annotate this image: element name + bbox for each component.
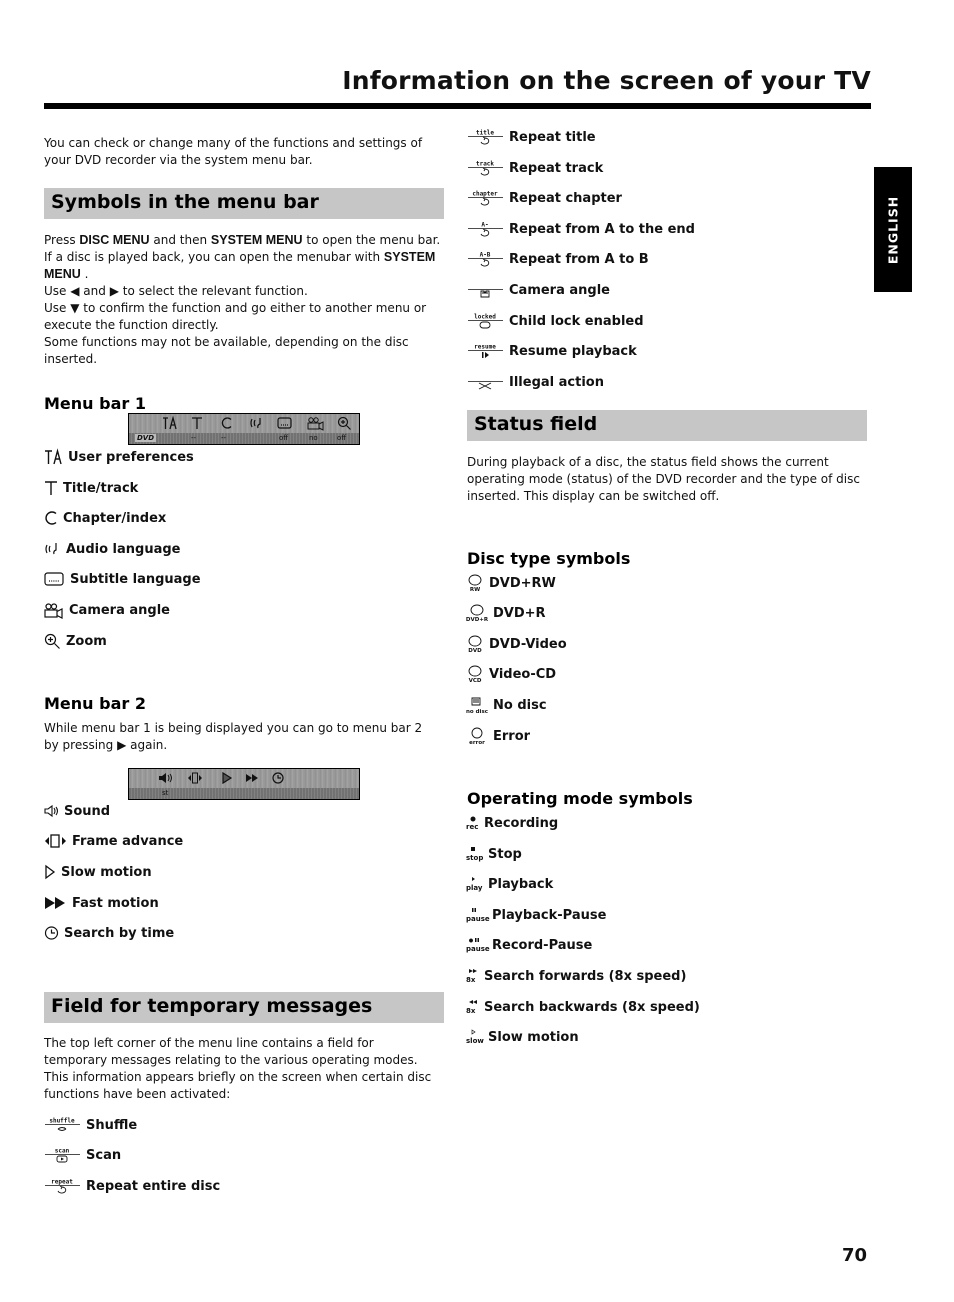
icon-subtext: pause <box>466 915 490 923</box>
status-field-heading: Status field <box>474 413 598 435</box>
icon-tag: shuffle <box>49 1117 75 1125</box>
list-item <box>466 1028 579 1046</box>
icon-glyph <box>480 322 490 328</box>
item-label: Zoom <box>66 633 107 649</box>
icon-glyph <box>469 938 479 943</box>
list-item <box>44 509 166 527</box>
icon-subtext: slow <box>466 1037 484 1045</box>
list-item <box>467 220 695 238</box>
icon-glyph <box>472 1030 475 1034</box>
icon-glyph <box>469 1000 477 1004</box>
list-item <box>44 863 152 881</box>
list-item <box>44 540 180 558</box>
icon-subtext: 8x <box>466 976 476 984</box>
list-item <box>467 373 604 391</box>
menu-bar-2-heading: Menu bar 2 <box>44 694 146 713</box>
item-label: DVD+RW <box>489 575 556 591</box>
repeat-track-icon <box>467 160 504 176</box>
item-label: Slow motion <box>61 864 152 880</box>
icon-subtext: error <box>469 740 485 746</box>
menu-bar-value: off <box>337 434 347 442</box>
symbols-section-text <box>44 232 444 368</box>
item-label: Frame advance <box>72 833 184 849</box>
menu-bar-2-text <box>44 720 439 754</box>
item-label: Sound <box>64 803 111 819</box>
frame-advance-icon <box>187 771 203 785</box>
illegal-action-icon <box>467 374 504 390</box>
icon-glyph <box>471 605 483 615</box>
item-label: Child lock enabled <box>509 313 644 329</box>
repeat-a-b-icon <box>467 251 504 267</box>
audio-language-icon <box>44 541 61 557</box>
list-item <box>44 1146 121 1164</box>
item-label: Title/track <box>63 480 139 496</box>
item-label: Illegal action <box>509 374 604 390</box>
down-arrow-icon: ▼ <box>70 301 80 315</box>
key-disc-menu: DISC MENU <box>79 233 150 247</box>
list-item <box>44 448 194 466</box>
scan-icon <box>44 1147 81 1163</box>
list-item <box>466 875 553 893</box>
list-item <box>467 128 596 146</box>
icon-tag: A-B <box>479 251 491 259</box>
menu-bar-value: -- <box>221 434 227 442</box>
icon-tag: repeat <box>51 1178 73 1186</box>
item-label: Repeat entire disc <box>86 1178 221 1194</box>
recording-icon <box>466 814 479 832</box>
menu-bar-value: -- <box>191 434 197 442</box>
icon-glyph <box>481 198 489 205</box>
list-item <box>467 159 603 177</box>
icon-tag: scan <box>54 1147 70 1155</box>
slow-motion-icon <box>44 864 56 880</box>
chapter-index-icon <box>44 510 58 526</box>
text-run: again. <box>126 738 168 752</box>
repeat-disc-icon <box>44 1178 81 1194</box>
list-item <box>466 814 558 832</box>
item-label: Error <box>493 728 531 744</box>
icon-tag: resume <box>474 343 496 351</box>
list-item <box>466 604 546 622</box>
icon-subtext: no disc <box>466 709 488 715</box>
item-label: Shuffle <box>86 1117 138 1133</box>
text-run: to select the relevant function. <box>118 284 308 298</box>
list-item <box>466 727 530 745</box>
list-item <box>44 601 170 619</box>
list-item <box>466 998 700 1016</box>
icon-glyph <box>481 229 489 236</box>
repeat-chapter-icon <box>467 190 504 206</box>
title-track-icon <box>44 480 58 496</box>
icon-tag: locked <box>474 313 496 321</box>
list-item <box>44 832 183 850</box>
list-item <box>466 665 556 683</box>
item-label: Video-CD <box>489 666 557 682</box>
dvd-video-disc-icon <box>466 635 484 653</box>
menu-bar-value: st <box>162 789 169 797</box>
item-label: Resume playback <box>509 343 637 359</box>
audio-language-icon <box>249 416 265 430</box>
language-tab <box>874 167 912 292</box>
list-item <box>44 479 138 497</box>
item-label: No disc <box>493 697 547 713</box>
text-run: Some functions may not be available, depending on the disc inserted. <box>44 335 409 366</box>
menu-bar-1-graphic <box>128 413 360 445</box>
icon-glyph <box>469 636 481 646</box>
menu-bar-value: off <box>279 434 289 442</box>
icon-glyph <box>471 847 475 851</box>
camera-angle-icon <box>307 416 325 430</box>
icon-tag: A- <box>481 221 489 229</box>
icon-glyph <box>481 137 489 144</box>
stop-icon <box>466 845 483 863</box>
zoom-icon <box>44 633 61 649</box>
frame-advance-icon <box>44 833 67 849</box>
icon-subtext: DVD+R <box>465 617 489 623</box>
dvd-r-disc-icon <box>466 604 488 622</box>
child-lock-icon <box>467 313 504 329</box>
item-label: Repeat chapter <box>509 190 622 206</box>
slow-motion-status-icon <box>466 1028 483 1046</box>
text-run: Use <box>44 301 71 315</box>
icon-subtext: DVD <box>468 648 482 654</box>
text-run: Press <box>44 233 80 247</box>
resume-playback-icon <box>467 343 504 359</box>
item-label: Audio language <box>66 541 181 557</box>
icon-glyph <box>481 259 489 266</box>
text-run: to confirm the function and go either to another menu or execute the function directly. <box>44 301 427 332</box>
list-item <box>466 967 686 985</box>
list-item <box>466 936 592 954</box>
item-label: User preferences <box>68 449 194 465</box>
icon-glyph <box>482 352 489 358</box>
playback-pause-icon <box>466 906 490 924</box>
record-pause-icon <box>466 936 490 954</box>
list-item <box>466 906 606 924</box>
item-label: Camera angle <box>509 282 610 298</box>
repeat-title-icon <box>467 129 504 145</box>
list-item <box>44 894 159 912</box>
icon-tag: track <box>475 160 495 168</box>
text-run: While menu bar 1 is being displayed you can go to menu bar 2 by pressing <box>44 721 423 752</box>
item-label: DVD+R <box>493 605 546 621</box>
camera-angle-icon <box>44 602 64 618</box>
zoom-icon <box>337 416 353 430</box>
list-item <box>467 189 622 207</box>
camera-angle-message-icon <box>467 282 504 298</box>
sound-icon <box>157 771 173 785</box>
repeat-a-end-icon <box>467 221 504 237</box>
item-label: Scan <box>86 1147 122 1163</box>
search-backward-icon <box>466 998 479 1016</box>
list-item <box>44 802 110 820</box>
status-field-section-bar <box>467 410 867 441</box>
list-item <box>466 845 522 863</box>
temp-messages-section-bar <box>44 992 444 1023</box>
list-item <box>44 1116 137 1134</box>
icon-subtext: stop <box>466 854 484 862</box>
intro-text: You can check or change many of the functions and settings of your DVD recorder via the system menu bar. <box>44 136 423 167</box>
language-tab-label: ENGLISH <box>885 195 901 264</box>
item-label: DVD-Video <box>489 636 567 652</box>
key-system-menu: SYSTEM MENU <box>44 250 436 281</box>
slow-motion-icon <box>221 771 233 785</box>
item-label: Recording <box>484 815 559 831</box>
icon-glyph <box>479 383 491 389</box>
list-item <box>466 696 547 714</box>
right-arrow-icon: ▶ <box>109 284 119 298</box>
menu-bar-1-heading: Menu bar 1 <box>44 394 146 413</box>
text-run: and <box>79 284 110 298</box>
item-label: Search backwards (8x speed) <box>484 999 700 1015</box>
temp-messages-heading: Field for temporary messages <box>51 995 373 1017</box>
list-item <box>44 1177 220 1195</box>
icon-tag: title <box>475 129 495 137</box>
search-by-time-icon <box>271 771 285 785</box>
text-run: Use <box>44 284 71 298</box>
symbols-section-bar <box>44 188 444 219</box>
user-preferences-icon <box>44 449 63 465</box>
left-arrow-icon: ◀ <box>70 284 80 298</box>
icon-subtext: VCD <box>468 678 482 684</box>
menu-bar-disc-type: DVD <box>137 434 155 442</box>
page-number: 70 <box>841 1245 867 1266</box>
list-item <box>44 570 201 588</box>
play-icon <box>466 875 483 893</box>
shuffle-icon <box>44 1117 81 1133</box>
list-item <box>466 635 567 653</box>
icon-subtext: 8x <box>466 1007 476 1015</box>
fast-motion-icon <box>245 771 259 785</box>
icon-glyph <box>472 698 480 705</box>
dvd-rw-disc-icon <box>466 574 484 592</box>
icon-glyph <box>469 666 481 676</box>
title-track-icon <box>191 416 203 430</box>
right-arrow-icon: ▶ <box>117 738 127 752</box>
no-disc-icon <box>466 696 488 714</box>
menu-bar-value: no <box>309 434 318 442</box>
icon-glyph <box>469 969 477 973</box>
item-label: Subtitle language <box>70 571 201 587</box>
subtitle-language-icon <box>44 571 65 587</box>
title-rule <box>44 103 871 109</box>
symbols-section-heading: Symbols in the menu bar <box>51 191 319 213</box>
item-label: Playback-Pause <box>492 907 607 923</box>
item-label: Search by time <box>64 925 175 941</box>
disc-types-heading: Disc type symbols <box>467 549 631 568</box>
list-item <box>467 250 649 268</box>
chapter-index-icon <box>221 416 233 430</box>
list-item <box>467 312 644 330</box>
text-run: to open the menu bar. If a disc is played back, you can open the menubar with <box>44 233 441 264</box>
icon-glyph <box>469 575 481 585</box>
search-by-time-icon <box>44 925 59 941</box>
item-label: Record-Pause <box>492 937 593 953</box>
page-title: Information on the screen of your TV <box>342 66 871 95</box>
temp-messages-text: The top left corner of the menu line contains a field for temporary messages relating to the various operating modes. This information appears briefly on the screen when certain disc functions have been activated: <box>44 1036 432 1101</box>
icon-glyph <box>481 291 489 297</box>
item-label: Repeat title <box>509 129 596 145</box>
item-label: Search forwards (8x speed) <box>484 968 687 984</box>
list-item <box>44 632 107 650</box>
item-label: Repeat from A to B <box>509 251 649 267</box>
fast-motion-icon <box>44 895 67 911</box>
icon-glyph <box>472 728 482 738</box>
item-label: Playback <box>488 876 554 892</box>
icon-glyph <box>472 908 476 912</box>
list-item <box>44 924 174 942</box>
item-label: Fast motion <box>72 895 159 911</box>
item-label: Stop <box>488 846 522 862</box>
search-forward-icon <box>466 967 479 985</box>
key-system-menu: SYSTEM MENU <box>210 233 303 247</box>
menu-bar-2-graphic <box>128 768 360 800</box>
list-item <box>467 281 610 299</box>
text-run: and then <box>149 233 211 247</box>
video-cd-disc-icon <box>466 665 484 683</box>
icon-subtext: pause <box>466 945 490 953</box>
status-field-text: During playback of a disc, the status field shows the current operating mode (status) of the DVD recorder and the type of disc inserted. This display can be switched off. <box>467 455 860 503</box>
item-label: Repeat track <box>509 160 604 176</box>
icon-glyph <box>481 168 489 175</box>
icon-glyph <box>472 877 475 881</box>
icon-subtext: play <box>466 884 483 892</box>
icon-glyph <box>471 817 476 822</box>
operating-modes-heading: Operating mode symbols <box>467 789 693 808</box>
list-item <box>466 574 556 592</box>
item-label: Camera angle <box>69 602 170 618</box>
subtitle-language-icon <box>277 416 293 430</box>
menu-bar-bottom <box>129 433 359 444</box>
icon-subtext: RW <box>469 587 481 593</box>
icon-subtext: rec <box>466 823 479 831</box>
item-label: Chapter/index <box>63 510 167 526</box>
error-icon <box>466 727 488 745</box>
sound-icon <box>44 803 59 819</box>
item-label: Slow motion <box>488 1029 579 1045</box>
list-item <box>467 342 637 360</box>
icon-tag: chapter <box>472 190 498 198</box>
user-preferences-icon <box>162 416 176 430</box>
text-run: . <box>80 267 89 281</box>
item-label: Repeat from A to the end <box>509 221 695 237</box>
